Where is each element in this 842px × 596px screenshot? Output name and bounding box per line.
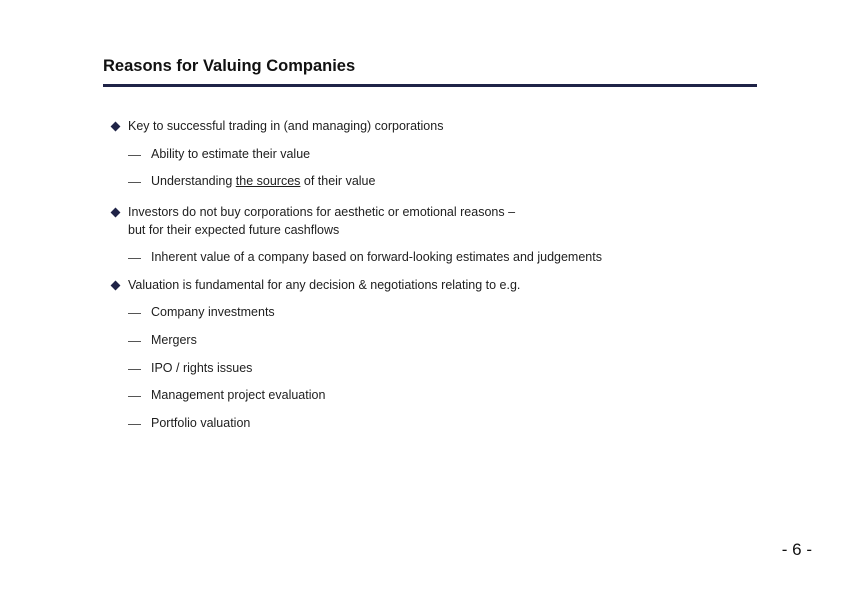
title-divider xyxy=(103,84,757,87)
bullet-diamond-icon xyxy=(111,122,121,132)
dash-icon xyxy=(128,424,141,425)
bullet-text-line-1: Investors do not buy corporations for aesthetic or emotional reasons – xyxy=(128,205,516,219)
bullet-diamond-icon xyxy=(111,208,121,218)
dash-icon xyxy=(128,155,141,156)
bullet-text: Valuation is fundamental for any decision & negotiations relating to e.g. xyxy=(128,278,521,292)
dash-icon xyxy=(128,258,141,259)
sub-bullet-text-pre: Understanding xyxy=(151,174,236,188)
sub-bullet-text: Company investments xyxy=(151,305,275,319)
underlined-phrase: the sources xyxy=(235,174,301,188)
dash-icon xyxy=(128,313,141,314)
dash-icon xyxy=(128,369,141,370)
dash-icon xyxy=(128,396,141,397)
sub-bullet-text: IPO / rights issues xyxy=(151,361,253,375)
sub-bullet-text: Portfolio valuation xyxy=(151,416,251,430)
sub-bullet-text: Ability to estimate their value xyxy=(151,147,311,161)
sub-bullet-text: Mergers xyxy=(151,333,197,347)
sub-bullet-text-post: of their value xyxy=(300,174,376,188)
page-number: - 6 - xyxy=(781,540,812,559)
page-title: Reasons for Valuing Companies xyxy=(103,57,356,75)
bullet-text-line-2: but for their expected future cashflows xyxy=(128,223,340,237)
sub-bullet-text: Management project evaluation xyxy=(151,388,326,402)
bullet-text: Key to successful trading in (and managing) corporations xyxy=(128,119,444,133)
sub-bullet-text: Inherent value of a company based on forward-looking estimates and judgements xyxy=(151,250,602,264)
dash-icon xyxy=(128,182,141,183)
bullet-diamond-icon xyxy=(111,281,121,291)
sub-bullet-text xyxy=(151,172,375,190)
dash-icon xyxy=(128,341,141,342)
